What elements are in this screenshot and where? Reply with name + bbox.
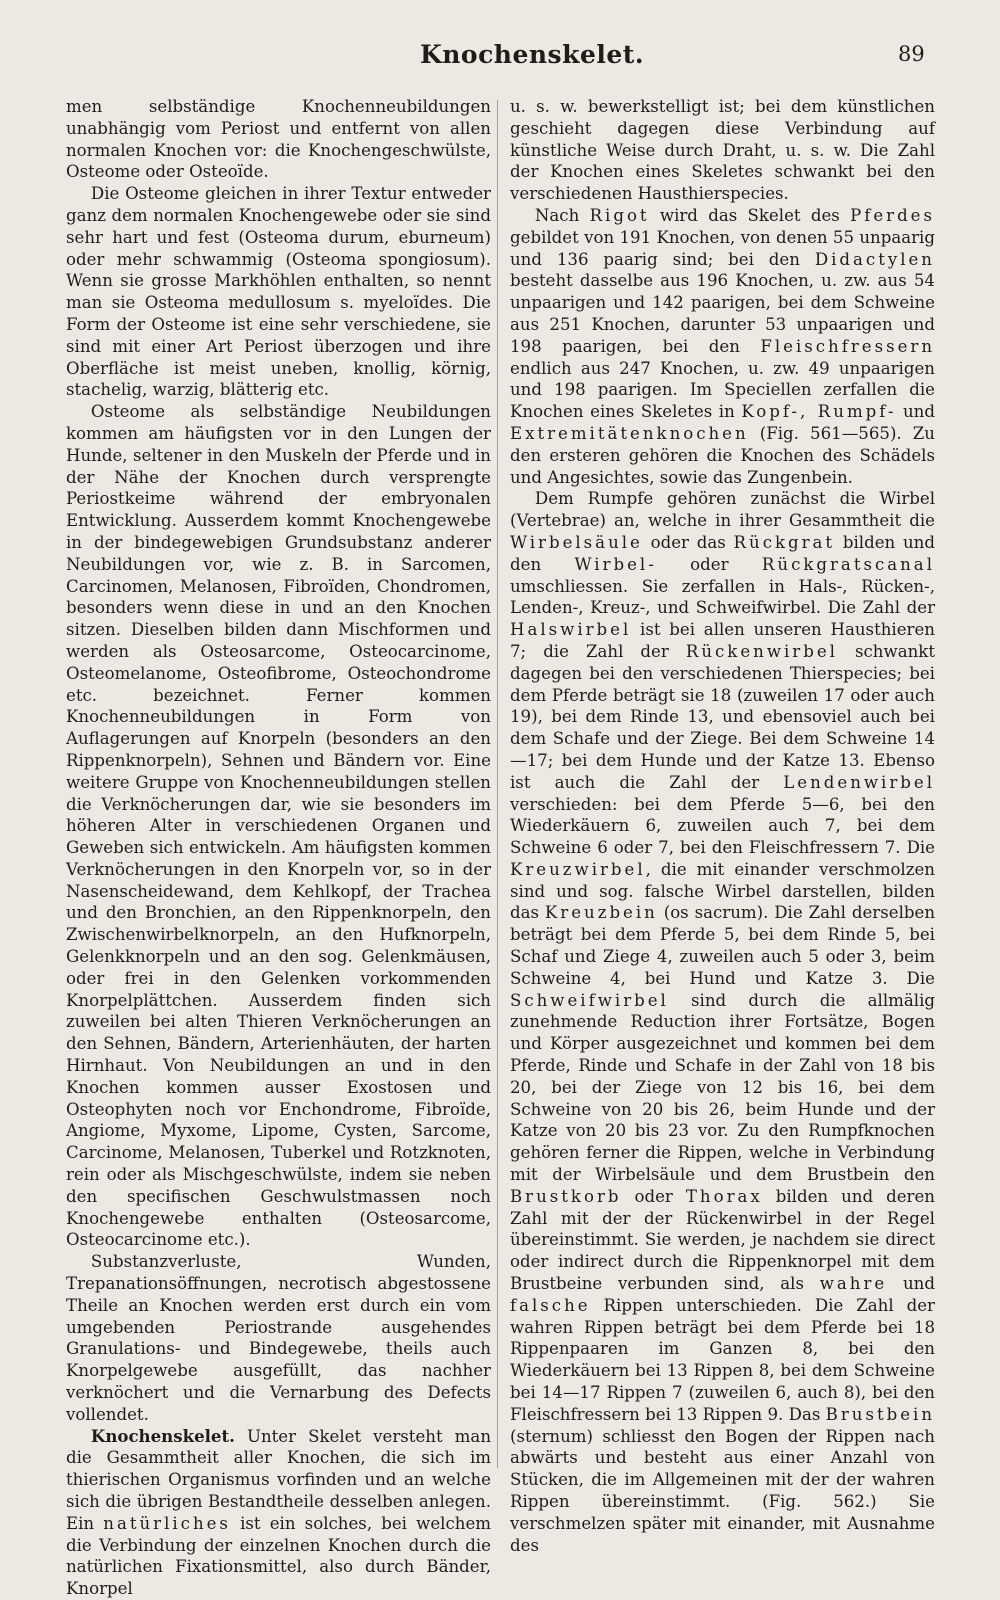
text-run: oder [656, 554, 762, 574]
text-run: (os sacrum). Die Zahl derselben beträgt bei dem Pferde 5, bei dem Rinde 5, bei Schaf und Ziege 4, zuweilen auch 5 oder 3, beim Schweine 4, bei Hund und Katze 3. Die [510, 903, 936, 988]
left-column [66, 96, 491, 1600]
text-run: und [887, 1274, 935, 1294]
spaced-term: Pferdes [850, 205, 935, 225]
spaced-term: Wirbelsäule [510, 532, 643, 552]
spaced-term: Kreuzbein [544, 903, 658, 923]
spaced-term: Didactylen [814, 249, 935, 269]
text-run: Rippen unterschieden. Die Zahl der wahren Rippen beträgt bei dem Pferde bei 18 Rippenpaaren im Ganzen 8, bei den Wiederkäuern bei 13 Rippen 8, bei dem Schweine bei 14—17 Rippen 7 (zuweilen 6, auch 8), bei den Fleischfressern bei 13 Rippen 9. Das [510, 1295, 935, 1424]
text-run: umschliessen. Sie zerfallen in Hals-, Rücken-, Lenden-, Kreuz-, und Schweifwirbel. Die Zahl der [510, 576, 935, 618]
text-run: , die mit einander verschmolzen sind und sog. falsche Wirbel darstellen, bilden das [510, 859, 935, 923]
spaced-term: Extremitätenknochen [510, 423, 749, 443]
spaced-term: Rigot [589, 205, 650, 225]
text-run: (sternum) schliesst den Bogen der Rippen nach abwärts und besteht aus einer Anzahl von Stücken, die im Allgemeinen mit der der wahren Rippen übereinstimmt. (Fig. 562.) Sie verschmelzen später mit einander, mit Ausnahme des [510, 1426, 935, 1555]
text-run: gebildet von 191 Knochen, von denen 55 unpaarig und 136 paarig sind; bei den [510, 227, 935, 269]
paragraph: Substanzverluste, Wunden, Trepanationsöffnungen, necrotisch abgestossene Theile an Knochen werden erst durch ein vom umgebenden Periostrande ausgehendes Granulations- und Bindegewebe, theils auch Knorpelgewebe ausgefüllt, das nachher verknöchert und die Vernarbung des Defects vollendet. [66, 1252, 491, 1424]
spaced-term: Rückenwirbel [685, 641, 838, 661]
spaced-term: Brustkorb [510, 1186, 622, 1206]
paragraph [510, 488, 935, 1556]
paragraph: Die Osteome gleichen in ihrer Textur entweder ganz dem normalen Knochengewebe oder sie sind sehr hart und fest (Osteoma durum, eburneum) oder mehr schwammig (Osteoma spongiosum). Wenn sie grosse Markhöhlen enthalten, so nennt man sie Osteoma medullosum s. myeloïdes. Die Form der Osteome ist eine sehr verschiedene, sie sind mit einer Art Periost überzogen und ihre Oberfläche ist meist uneben, knollig, körnig, stachelig, warzig, blätterig etc. [66, 184, 491, 400]
right-column [510, 96, 935, 1556]
entry-text: ist ein solches, bei welchem die Verbindung der einzelnen Knochen durch die natürlichen Fixationsmittel, also durch Bänder, Knorpel [66, 1513, 491, 1599]
entry-text: Unter Skelet versteht man die Gesammtheit aller Knochen, die sich im thierischen Organismus vorfinden und an welche sich die übrigen Bestandtheile desselben anlegen. Ein [66, 1426, 491, 1533]
spaced-term: Halswirbel [510, 620, 632, 640]
text-run: ist bei allen unseren Hausthieren 7; die Zahl der [510, 620, 935, 661]
paragraph: u. s. w. bewerkstelligt ist; bei dem künstlichen geschieht dagegen diese Verbindung auf künstliche Weise durch Draht, u. s. w. Die Zahl der Knochen eines Skeletes schwankt bei den verschiedenen Hausthierspecies. [510, 97, 935, 204]
spaced-term: Schweifwirbel [510, 990, 669, 1010]
text-run: oder [621, 1186, 686, 1206]
entry-paragraph [66, 1426, 491, 1600]
entry-heading: Knochenskelet. [90, 1425, 235, 1446]
text-run: oder das [642, 532, 734, 552]
spaced-term: falsche [510, 1295, 591, 1315]
text-run: verschieden: bei dem Pferde 5—6, bei den Wiederkäuern 6, zuweilen auch 7, bei dem Schweine 6 oder 7, bei den Fleischfressern 7. Die [510, 794, 935, 858]
page-number: 89 [898, 42, 925, 66]
page-header [0, 36, 1000, 76]
text-run: wird das Skelet des [649, 205, 851, 225]
spaced-term: Brustbein [825, 1404, 935, 1424]
spaced-term: Kopf-, Rumpf- [741, 402, 897, 422]
spaced-term: Thorax [685, 1186, 763, 1206]
text-run: besteht dasselbe aus 196 Knochen, u. zw. aus 54 unpaarigen und 142 paarigen, bei dem Schweine aus 251 Knochen, darunter 53 unpaarigen und 198 paarigen, bei den [510, 271, 935, 356]
spaced-term: Lendenwirbel [783, 772, 935, 792]
text-run: Nach [534, 205, 590, 225]
column-divider [497, 100, 498, 1468]
paragraph [510, 205, 935, 488]
text-run: Dem Rumpfe gehören zunächst die Wirbel (Vertebrae) an, welche in ihrer Gesammtheit die [510, 489, 935, 531]
text-run: schwankt dagegen bei den verschiedenen Thierspecies; bei dem Pferde beträgt sie 18 (zuweilen 17 oder auch 19), bei dem Rinde 13, und ebensoviel auch bei dem Schafe und der Ziege. Bei dem Schweine 14—17; bei dem Hunde und der Katze 13. Ebenso ist auch die Zahl der [510, 641, 935, 792]
text-run: endlich aus 247 Knochen, u. zw. 49 unpaarigen und 198 paarigen. Im Speciellen zerfallen die Knochen eines Skeletes in [510, 358, 935, 422]
spaced-term: natürliches [103, 1513, 231, 1533]
spaced-term: Fleischfressern [760, 336, 935, 356]
spaced-term: Rückgrat [733, 532, 836, 552]
running-title: Knochenskelet. [420, 40, 645, 69]
text-run: bilden und den [510, 532, 935, 574]
paragraph: Osteome als selbständige Neubildungen kommen am häufigsten vor in den Lungen der Hunde, seltener in den Muskeln der Pferde und in der Nähe der Knochen durch versprengte Periostkeime während der embryonalen Entwicklung. Ausserdem kommt Knochengewebe in der bindegewebigen Grundsubstanz anderer Neubildungen vor, wie z. B. in Sarcomen, Carcinomen, Melanosen, Fibroïden, Chondromen, besonders wenn diese in und an den Knochen sitzen. Dieselben bilden dann Mischformen und werden als Osteosarcome, Osteocarcinome, Osteomelanome, Osteofibrome, Osteochondrome etc. bezeichnet. Ferner kommen Knochenneubildungen in Form von Auflagerungen auf Knorpeln (besonders an den Rippenknorpeln), Sehnen und Bändern vor. Eine weitere Gruppe von Knochenneubildungen stellen die Verknöcherungen dar, wie sie besonders im höheren Alter in verschiedenen Organen und Geweben sich entwickeln. Am häufigsten kommen Verknöcherungen in den Knorpeln vor, so in der Nasenscheidewand, dem Kehlkopf, der Trachea und den Bronchien, an den Rippenknorpeln, den Zwischenwirbelknorpeln, an den Hufknorpeln, Gelenkknorpeln und an den sog. Gelenkmäusen, oder frei in den Gelenken vorkommenden Knorpelplättchen. Ausserdem finden sich zuweilen bei alten Thieren Verknöcherungen an den Sehnen, Bändern, Arterienhäuten, der harten Hirnhaut. Von Neubildungen an und in den Knochen kommen ausser Exostosen und Osteophyten noch vor Enchondrome, Fibroïde, Angiome, Myxome, Lipome, Cysten, Sarcome, Carcinome, Melanosen, Tuberkel und Rotzknoten, rein oder als Mischgeschwülste, indem sie neben den specifischen Geschwulstmassen noch Knochengewebe enthalten (Osteosarcome, Osteocarcinome etc.). [66, 402, 491, 1250]
paragraph: men selbständige Knochenneubildungen unabhängig vom Periost und entfernt von allen normalen Knochen vor: die Knochengeschwülste, Osteome oder Osteoïde. [66, 97, 491, 182]
spaced-term: wahre [819, 1274, 888, 1294]
spaced-term: Wirbel- [574, 554, 657, 574]
text-run: (Fig. 561—565). Zu den ersteren gehören die Knochen des Schädels und Angesichtes, sowie das Zungenbein. [510, 423, 935, 487]
text-run: und [896, 402, 935, 422]
spaced-term: Rückgratscanal [761, 554, 935, 574]
text-run: bilden und deren Zahl mit der der Rückenwirbel in der Regel übereinstimmt. Sie werden, je nachdem sie direct oder indirect durch die Rippenknorpel mit dem Brustbeine verbunden sind, als [510, 1186, 935, 1294]
spaced-term: Kreuzwirbel [510, 859, 646, 879]
text-run: sind durch die allmälig zunehmende Reduction ihrer Fortsätze, Bogen und Körper ausgezeichnet und kommen bei dem Pferde, Rinde und Schafe in der Zahl von 18 bis 20, bei der Ziege von 12 bis 16, bei dem Schweine von 20 bis 26, beim Hunde und der Katze von 20 bis 23 vor. Zu den Rumpfknochen gehören ferner die Rippen, welche in Verbindung mit der Wirbelsäule und dem Brustbein den [510, 990, 935, 1185]
